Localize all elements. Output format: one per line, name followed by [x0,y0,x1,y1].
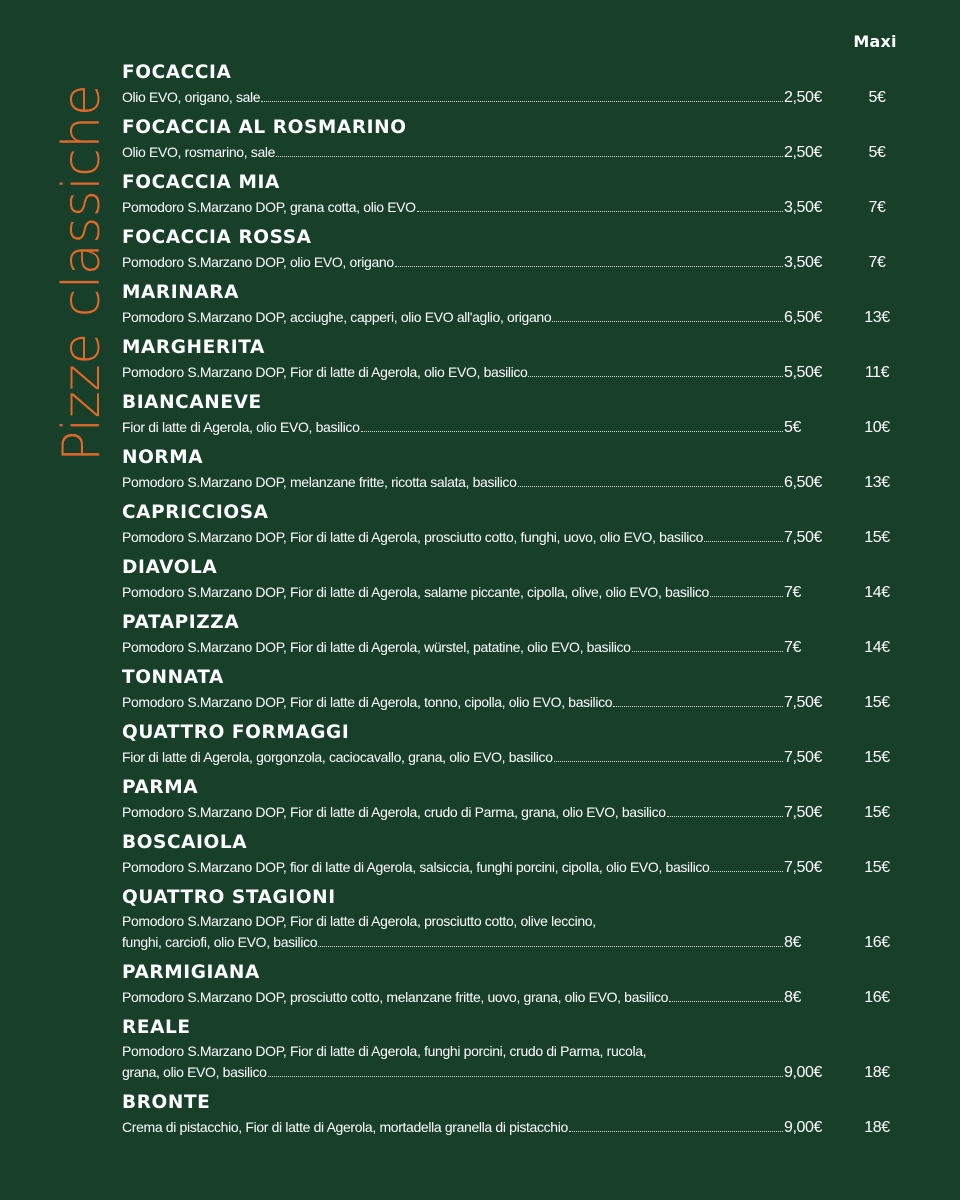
item-maxi-price: 16€ [864,934,890,951]
item-price: 7,50€ [784,529,823,546]
dotted-leader [613,706,783,707]
dotted-leader [554,761,783,762]
item-price-row [122,526,912,548]
item-description: Fior di latte di Agerola, olio EVO, basilico [122,419,360,435]
dotted-leader [518,486,783,487]
item-maxi-price: 14€ [864,584,890,601]
menu-item [122,500,912,548]
item-maxi-price: 15€ [864,749,890,766]
item-price: 6,50€ [784,309,823,326]
dotted-leader [704,541,783,542]
item-price: 7,50€ [784,859,823,876]
item-description: funghi, carciofi, olio EVO, basilico [122,934,318,950]
item-description: Pomodoro S.Marzano DOP, melanzane fritte, ricotta salata, basilico [122,474,517,490]
item-price-row [122,251,912,273]
item-name: PATAPIZZA [122,612,240,633]
item-price: 2,50€ [784,89,823,106]
dotted-leader [268,1076,783,1077]
item-price: 5,50€ [784,364,823,381]
item-price-row [122,636,912,658]
item-name: CAPRICCIOSA [122,502,269,523]
item-price: 9,00€ [784,1119,823,1136]
item-description: Fior di latte di Agerola, gorgonzola, caciocavallo, grana, olio EVO, basilico [122,749,553,765]
dotted-leader [710,596,783,597]
item-price-row [122,581,912,603]
dotted-leader [632,651,783,652]
dotted-leader [318,946,783,947]
item-description: Pomodoro S.Marzano DOP, Fior di latte di Agerola, crudo di Parma, grana, olio EVO, basilico [122,804,666,820]
item-maxi-price: 7€ [868,254,886,271]
item-maxi-price: 15€ [864,694,890,711]
item-description: Pomodoro S.Marzano DOP, acciughe, capperi, olio EVO all'aglio, origano [122,309,552,325]
dotted-leader [395,266,783,267]
item-price-row [122,471,912,493]
item-price: 3,50€ [784,254,823,271]
item-price: 7,50€ [784,804,823,821]
menu-item [122,665,912,713]
menu-item [122,390,912,438]
item-name: FOCACCIA ROSSA [122,227,312,248]
dotted-leader [417,211,783,212]
menu-list [122,60,912,1145]
item-name: MARGHERITA [122,337,265,358]
item-name: REALE [122,1017,191,1038]
item-description: Pomodoro S.Marzano DOP, grana cotta, olio EVO [122,199,416,215]
item-name: PARMIGIANA [122,962,260,983]
item-description: Pomodoro S.Marzano DOP, fior di latte di Agerola, salsiccia, funghi porcini, cipolla, olio EVO, basilico [122,859,710,875]
item-maxi-price: 13€ [864,309,890,326]
item-price-row [122,1061,912,1083]
item-name: BRONTE [122,1092,211,1113]
item-price-row [122,196,912,218]
item-maxi-price: 15€ [864,529,890,546]
menu-item [122,170,912,218]
dotted-leader [276,156,783,157]
item-maxi-price: 14€ [864,639,890,656]
dotted-leader [667,816,783,817]
menu-item [122,830,912,878]
item-maxi-price: 15€ [864,859,890,876]
item-maxi-price: 18€ [864,1064,890,1081]
item-description: Pomodoro S.Marzano DOP, olio EVO, origano [122,254,394,270]
item-description: Pomodoro S.Marzano DOP, Fior di latte di Agerola, olio EVO, basilico [122,364,528,380]
item-price-row [122,856,912,878]
menu-item [122,60,912,108]
item-maxi-price: 11€ [864,364,890,381]
menu-item [122,775,912,823]
item-description: Pomodoro S.Marzano DOP, Fior di latte di Agerola, salame piccante, cipolla, olive, olio EVO, basilico [122,584,709,600]
menu-item [122,335,912,383]
item-maxi-price: 16€ [864,989,890,1006]
item-name: QUATTRO STAGIONI [122,887,336,908]
menu-item [122,445,912,493]
item-price: 7€ [784,584,801,601]
menu-item [122,960,912,1008]
item-maxi-price: 5€ [868,144,886,161]
item-price-row [122,691,912,713]
item-name: DIAVOLA [122,557,218,578]
item-maxi-price: 15€ [864,804,890,821]
item-price: 9,00€ [784,1064,823,1081]
item-name: QUATTRO FORMAGGI [122,722,350,743]
dotted-leader [528,376,783,377]
item-name: PARMA [122,777,199,798]
item-price-row [122,1116,912,1138]
item-maxi-price: 13€ [864,474,890,491]
menu-item [122,1090,912,1138]
dotted-leader [669,1001,783,1002]
item-name: MARINARA [122,282,240,303]
item-price-row [122,746,912,768]
dotted-leader [261,101,783,102]
item-description-line: Pomodoro S.Marzano DOP, Fior di latte di Agerola, funghi porcini, crudo di Parma, rucola, [122,1043,647,1059]
item-name: BOSCAIOLA [122,832,248,853]
item-maxi-price: 18€ [864,1119,890,1136]
dotted-leader [361,431,783,432]
item-description: Olio EVO, origano, sale [122,89,261,105]
item-description: Pomodoro S.Marzano DOP, Fior di latte di Agerola, würstel, patatine, olio EVO, basilico [122,639,631,655]
menu-item [122,720,912,768]
item-price-row [122,986,912,1008]
section-title: Pizze classiche [52,84,112,462]
item-price-row [122,86,912,108]
item-description-line: Pomodoro S.Marzano DOP, Fior di latte di Agerola, prosciutto cotto, olive leccino, [122,913,596,929]
item-description: Pomodoro S.Marzano DOP, Fior di latte di Agerola, prosciutto cotto, funghi, uovo, olio EVO, basilico [122,529,704,545]
item-description: grana, olio EVO, basilico [122,1064,267,1080]
item-maxi-price: 10€ [864,419,890,436]
item-price: 8€ [784,989,801,1006]
item-price: 8€ [784,934,801,951]
item-price-row [122,801,912,823]
item-name: BIANCANEVE [122,392,262,413]
item-price: 7,50€ [784,749,823,766]
dotted-leader [552,321,783,322]
item-price: 2,50€ [784,144,823,161]
menu-item [122,225,912,273]
item-name: TONNATA [122,667,224,688]
menu-item [122,1015,912,1083]
item-name: NORMA [122,447,204,468]
item-maxi-price: 7€ [868,199,886,216]
item-name: FOCACCIA [122,62,232,83]
menu-item [122,610,912,658]
item-description: Olio EVO, rosmarino, sale [122,144,276,160]
item-price-row [122,361,912,383]
dotted-leader [569,1131,783,1132]
item-price: 7€ [784,639,801,656]
item-price-row [122,306,912,328]
item-description: Pomodoro S.Marzano DOP, Fior di latte di Agerola, tonno, cipolla, olio EVO, basilico [122,694,613,710]
item-price-row [122,141,912,163]
item-name: FOCACCIA AL ROSMARINO [122,117,407,138]
item-name: FOCACCIA MIA [122,172,280,193]
item-description: Pomodoro S.Marzano DOP, prosciutto cotto, melanzane fritte, uovo, grana, olio EVO, basilico [122,989,669,1005]
menu-item [122,555,912,603]
item-price-row [122,931,912,953]
item-price: 7,50€ [784,694,823,711]
item-price-row [122,416,912,438]
item-price: 6,50€ [784,474,823,491]
item-price: 3,50€ [784,199,823,216]
maxi-column-header: Maxi [853,32,897,51]
item-maxi-price: 5€ [868,89,886,106]
menu-item [122,885,912,953]
item-price: 5€ [784,419,801,436]
dotted-leader [710,871,783,872]
menu-item [122,115,912,163]
menu-item [122,280,912,328]
item-description: Crema di pistacchio, Fior di latte di Agerola, mortadella granella di pistacchio [122,1119,568,1135]
